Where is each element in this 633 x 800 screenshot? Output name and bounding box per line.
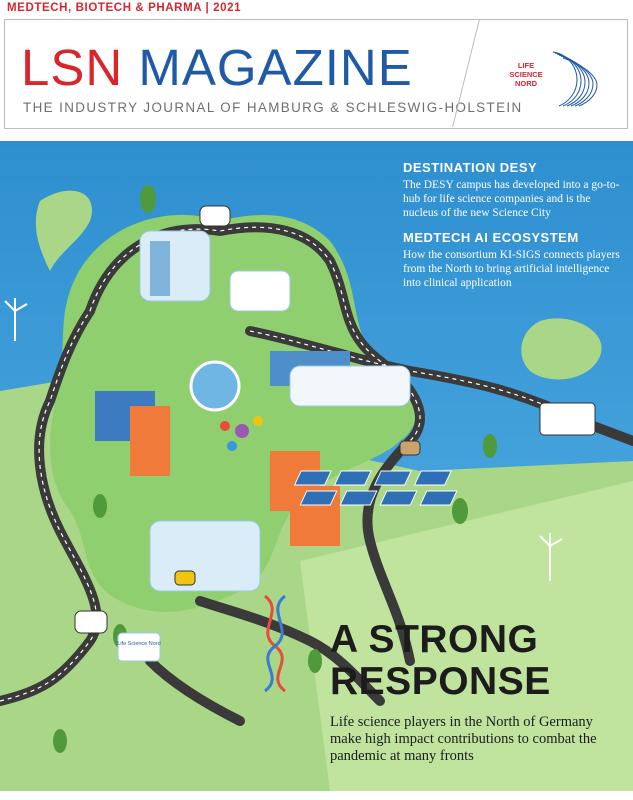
sign-label: Life Science Nord: [117, 641, 161, 647]
cover-headline-line1: A STRONG: [330, 618, 539, 661]
kicker: MEDTECH, BIOTECH & PHARMA | 2021: [7, 2, 242, 14]
cover-headline-line2: RESPONSE: [330, 660, 551, 703]
footer-strip: [0, 791, 633, 800]
title-lsn: LSN: [21, 39, 124, 96]
title-magazine: MAGAZINE: [138, 39, 413, 96]
magazine-title: [21, 39, 413, 96]
teasers: [403, 160, 623, 300]
logo-line2: SCIENCE: [509, 70, 543, 79]
masthead-subtitle: THE INDUSTRY JOURNAL OF HAMBURG & SCHLESWIG-HOLSTEIN: [23, 100, 523, 115]
logo-line1: LIFE: [517, 61, 535, 70]
teaser-desy-title: DESTINATION DESY: [403, 160, 538, 175]
life-science-nord-logo: [495, 46, 605, 108]
life-science-nord-sign: [117, 633, 160, 661]
cover-tagline: Life science players in the North of Germany make high impact contributions to combat the pandemic at many fronts: [330, 714, 597, 764]
logo-wave-icon: [495, 46, 605, 108]
logo-line3: NORD: [514, 79, 538, 88]
cover-headline: [330, 619, 551, 703]
teaser-desy-body: The DESY campus has developed into a go-to-hub for life science companies and is the nucleus of the new Science City: [403, 179, 620, 219]
teaser-medtech-title: MEDTECH AI ECOSYSTEM: [403, 230, 579, 245]
masthead: [4, 19, 628, 129]
teaser-medtech-body: How the consortium KI-SIGS connects players from the North to bring artificial intelligence into clinical application: [403, 249, 620, 289]
